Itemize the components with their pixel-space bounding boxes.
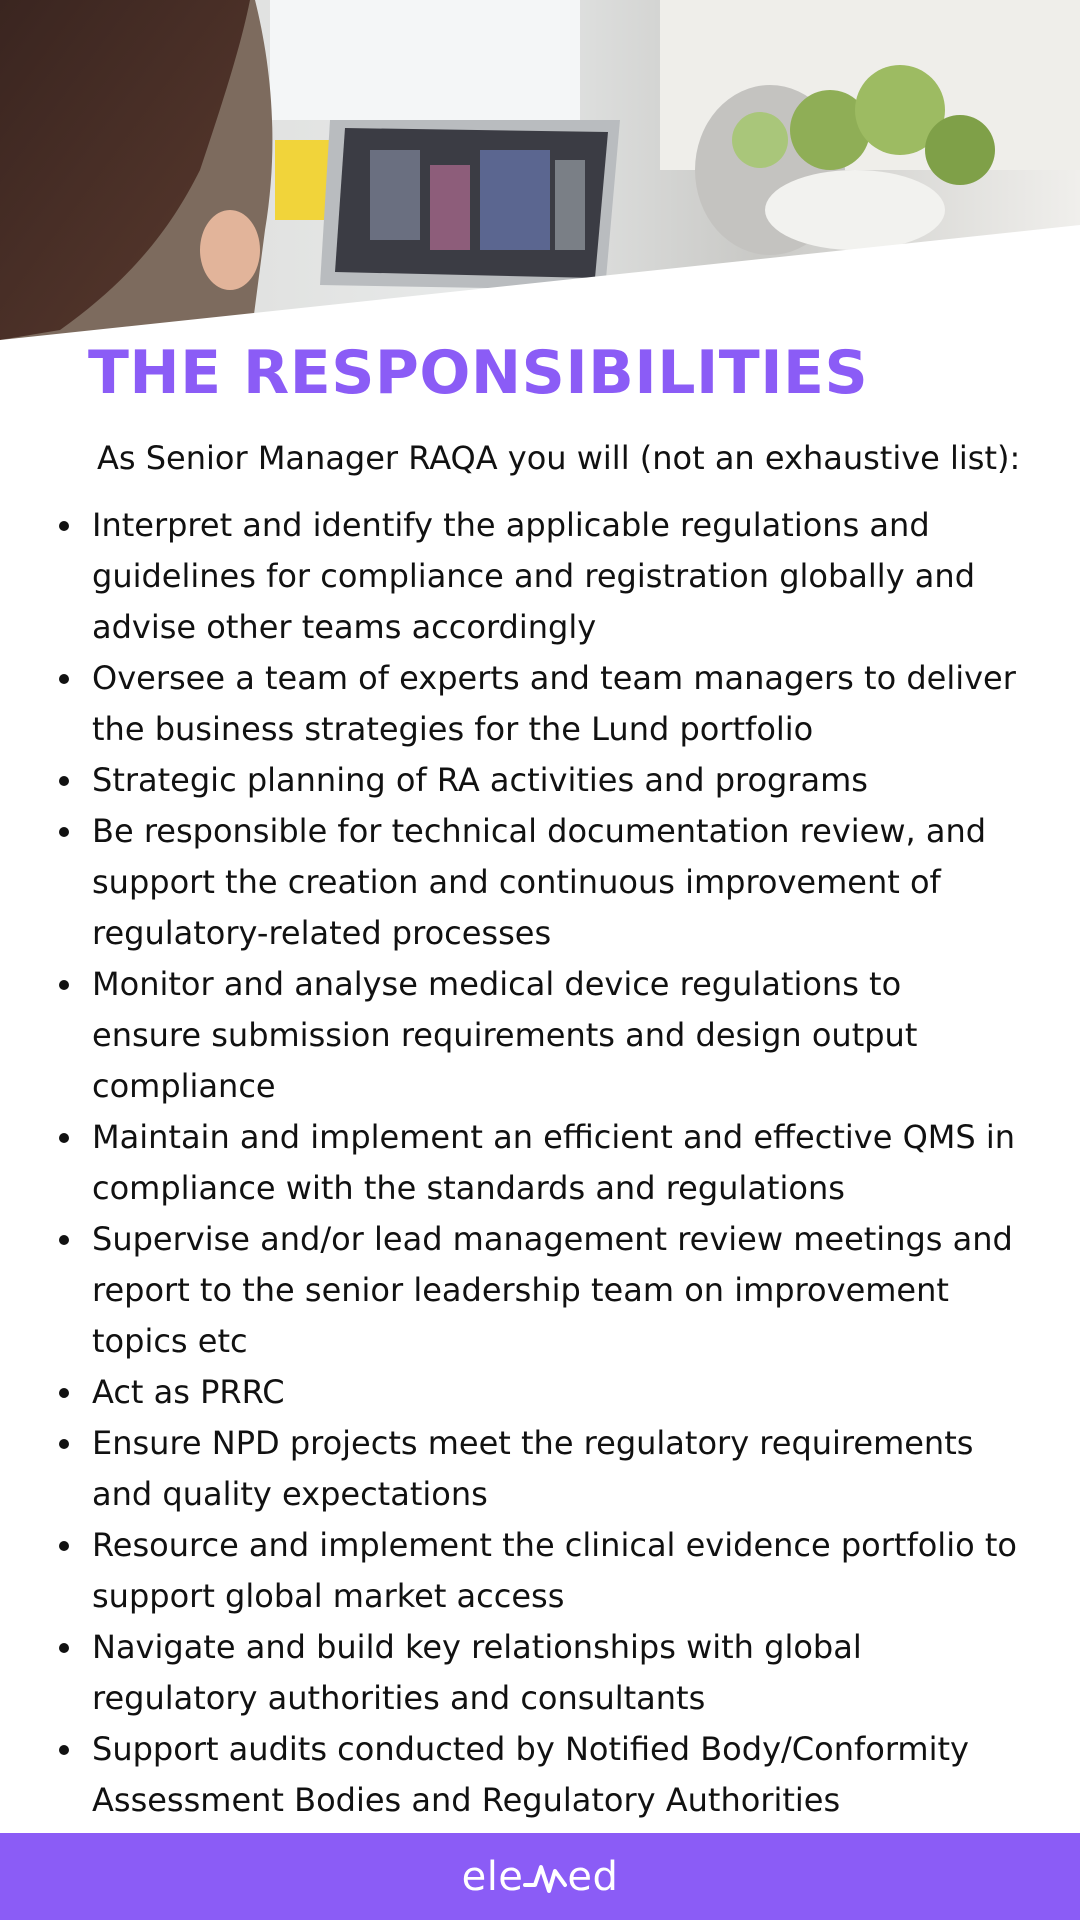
heartbeat-icon bbox=[523, 1857, 567, 1897]
bullet-icon bbox=[59, 1541, 69, 1551]
hero-photo bbox=[0, 0, 1080, 345]
list-item bbox=[0, 1214, 1080, 1367]
bullet-icon bbox=[59, 1388, 69, 1398]
list-item-text: Supervise and/or lead management review meetings and report to the senior leadership team on improvement topics etc bbox=[92, 1220, 1013, 1360]
bullet-icon bbox=[59, 776, 69, 786]
list-item-text: Support audits conducted by Notified Body/Conformity Assessment Bodies and Regulatory Authorities bbox=[92, 1730, 969, 1819]
list-item bbox=[0, 806, 1080, 959]
list-item-text: Navigate and build key relationships with global regulatory authorities and consultants bbox=[92, 1628, 862, 1717]
brand-logo bbox=[462, 1854, 619, 1900]
list-item-text: Oversee a team of experts and team managers to deliver the business strategies for the Lund portfolio bbox=[92, 659, 1016, 748]
list-item bbox=[0, 1724, 1080, 1826]
brand-logo-left: ele bbox=[461, 1853, 524, 1900]
list-item bbox=[0, 755, 1080, 806]
bullet-icon bbox=[59, 1643, 69, 1653]
bullet-icon bbox=[59, 980, 69, 990]
intro-text: As Senior Manager RAQA you will (not an exhaustive list): bbox=[97, 439, 1021, 477]
list-item-text: Strategic planning of RA activities and programs bbox=[92, 761, 868, 799]
list-item bbox=[0, 653, 1080, 755]
bullet-icon bbox=[59, 827, 69, 837]
list-item bbox=[0, 1622, 1080, 1724]
responsibilities-list bbox=[0, 500, 1080, 1826]
list-item bbox=[0, 500, 1080, 653]
brand-logo-right: ed bbox=[567, 1853, 619, 1900]
list-item-text: Resource and implement the clinical evidence portfolio to support global market access bbox=[92, 1526, 1017, 1615]
list-item bbox=[0, 1520, 1080, 1622]
bullet-icon bbox=[59, 674, 69, 684]
list-item-text: Be responsible for technical documentation review, and support the creation and continuous improvement of regulatory-related processes bbox=[92, 812, 987, 952]
list-item-text: Interpret and identify the applicable regulations and guidelines for compliance and registration globally and advise other teams accordingly bbox=[92, 506, 975, 646]
bullet-icon bbox=[59, 1133, 69, 1143]
list-item-text: Ensure NPD projects meet the regulatory requirements and quality expectations bbox=[92, 1424, 974, 1513]
list-item-text: Monitor and analyse medical device regulations to ensure submission requirements and design output compliance bbox=[92, 965, 918, 1105]
hero-illustration bbox=[0, 0, 1080, 345]
bullet-icon bbox=[59, 1745, 69, 1755]
bullet-icon bbox=[59, 1439, 69, 1449]
list-item-text: Maintain and implement an efficient and effective QMS in compliance with the standards and regulations bbox=[92, 1118, 1016, 1207]
bullet-icon bbox=[59, 521, 69, 531]
bullet-icon bbox=[59, 1235, 69, 1245]
list-item bbox=[0, 1367, 1080, 1418]
list-item-text: Act as PRRC bbox=[92, 1373, 285, 1411]
list-item bbox=[0, 1418, 1080, 1520]
page-title: THE RESPONSIBILITIES bbox=[88, 338, 869, 408]
list-item bbox=[0, 1112, 1080, 1214]
footer-bar bbox=[0, 1833, 1080, 1920]
list-item bbox=[0, 959, 1080, 1112]
